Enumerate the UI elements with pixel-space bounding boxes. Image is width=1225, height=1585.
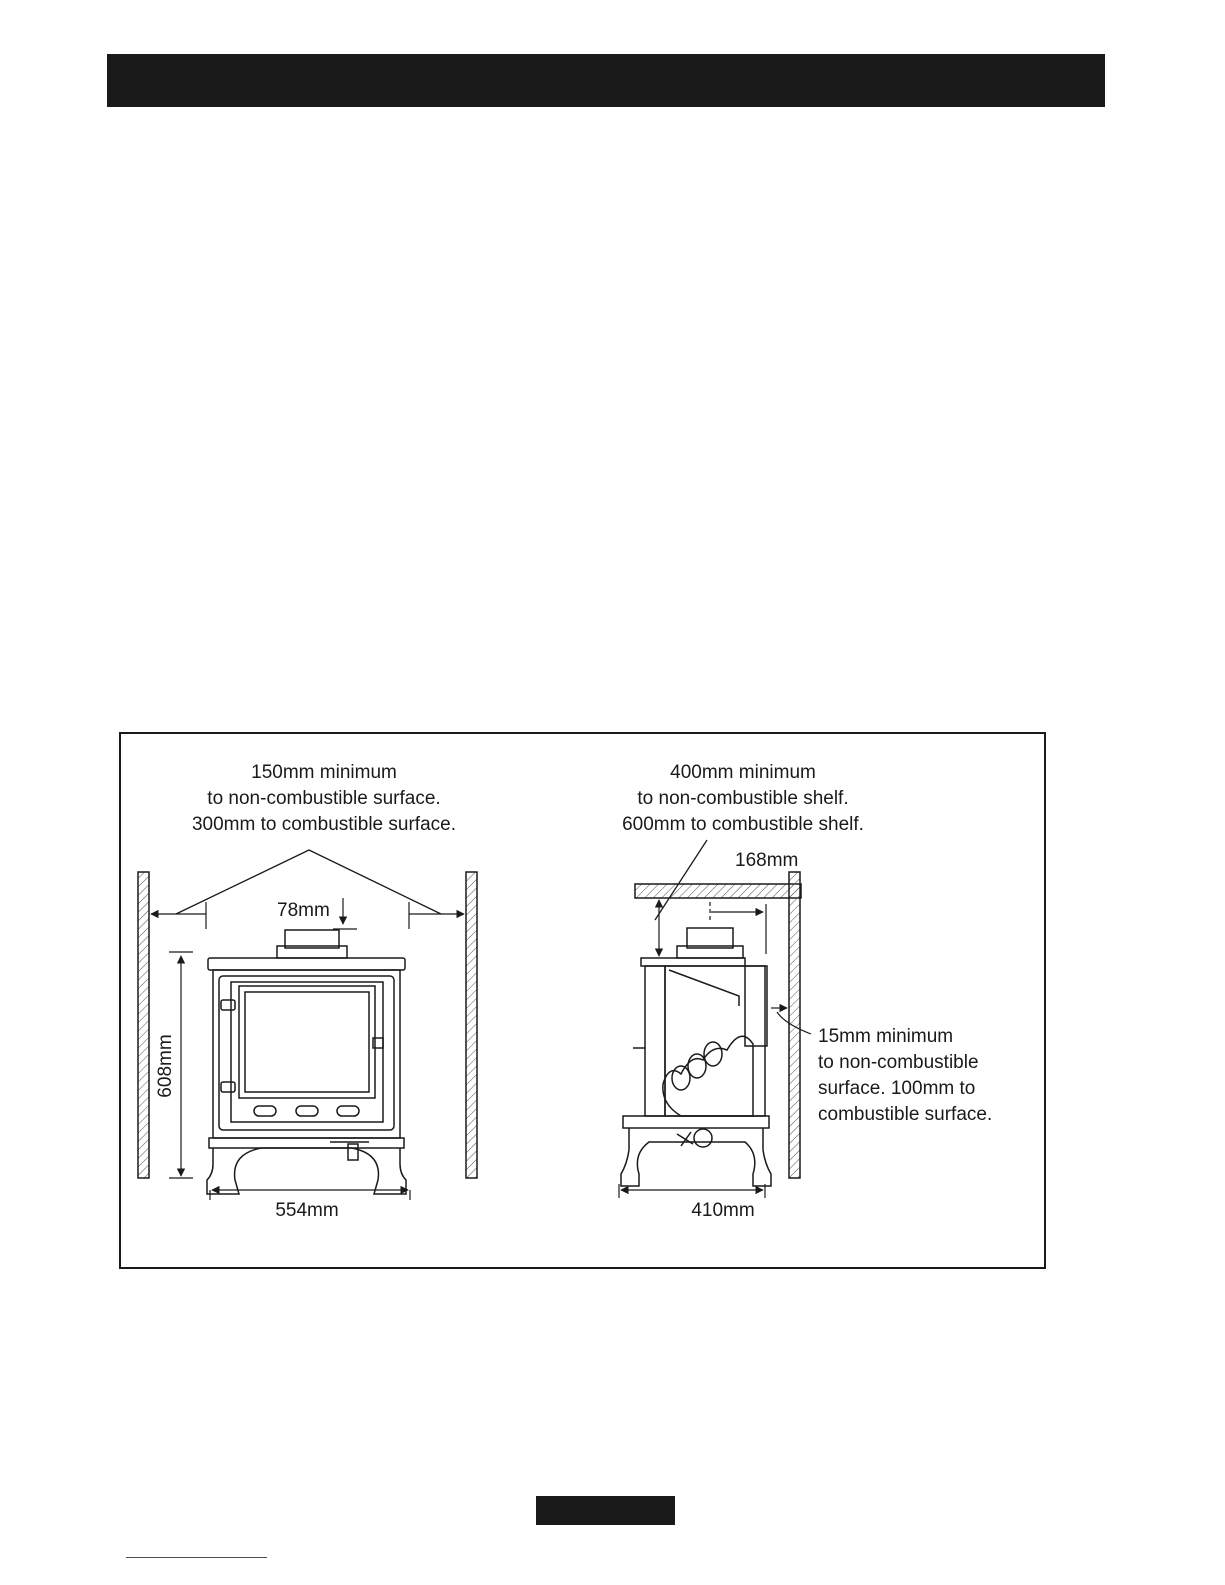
rear-note-line-3: surface. 100mm to: [818, 1078, 976, 1099]
rear-wall: [789, 872, 800, 1178]
stove-front: [207, 930, 406, 1194]
front-clearance-line-2: to non-combustible surface.: [207, 788, 441, 809]
installation-clearance-diagram: [119, 732, 1046, 1269]
width-label: 554mm: [275, 1200, 339, 1221]
front-clearance-line-3: 300mm to combustible surface.: [191, 814, 457, 835]
side-view: [619, 762, 992, 1221]
section-header-bar: [107, 54, 1105, 107]
rear-note-line-1: 15mm minimum: [818, 1026, 954, 1047]
rear-note-line-4: combustible surface.: [818, 1104, 993, 1125]
depth-label: 410mm: [691, 1200, 755, 1221]
stove-side: [621, 928, 771, 1186]
side-shelf-line-1: 400mm minimum: [670, 762, 816, 783]
side-shelf-line-2: to non-combustible shelf.: [637, 788, 849, 809]
flue-offset-label: 78mm: [277, 900, 330, 921]
front-clearance-line-1: 150mm minimum: [251, 762, 397, 783]
page-number-tab: [536, 1496, 675, 1525]
diagram-svg: [121, 734, 1048, 1271]
left-side-wall: [138, 872, 149, 1178]
footer-link-rule: [126, 1557, 267, 1558]
side-shelf-line-3: 600mm to combustible shelf.: [622, 814, 864, 835]
rear-note-line-2: to non-combustible: [818, 1052, 979, 1073]
height-label: 608mm: [155, 1034, 176, 1098]
flue-to-wall-label: 168mm: [735, 850, 799, 871]
shelf: [635, 884, 801, 898]
front-view: [138, 762, 477, 1221]
right-side-wall: [466, 872, 477, 1178]
